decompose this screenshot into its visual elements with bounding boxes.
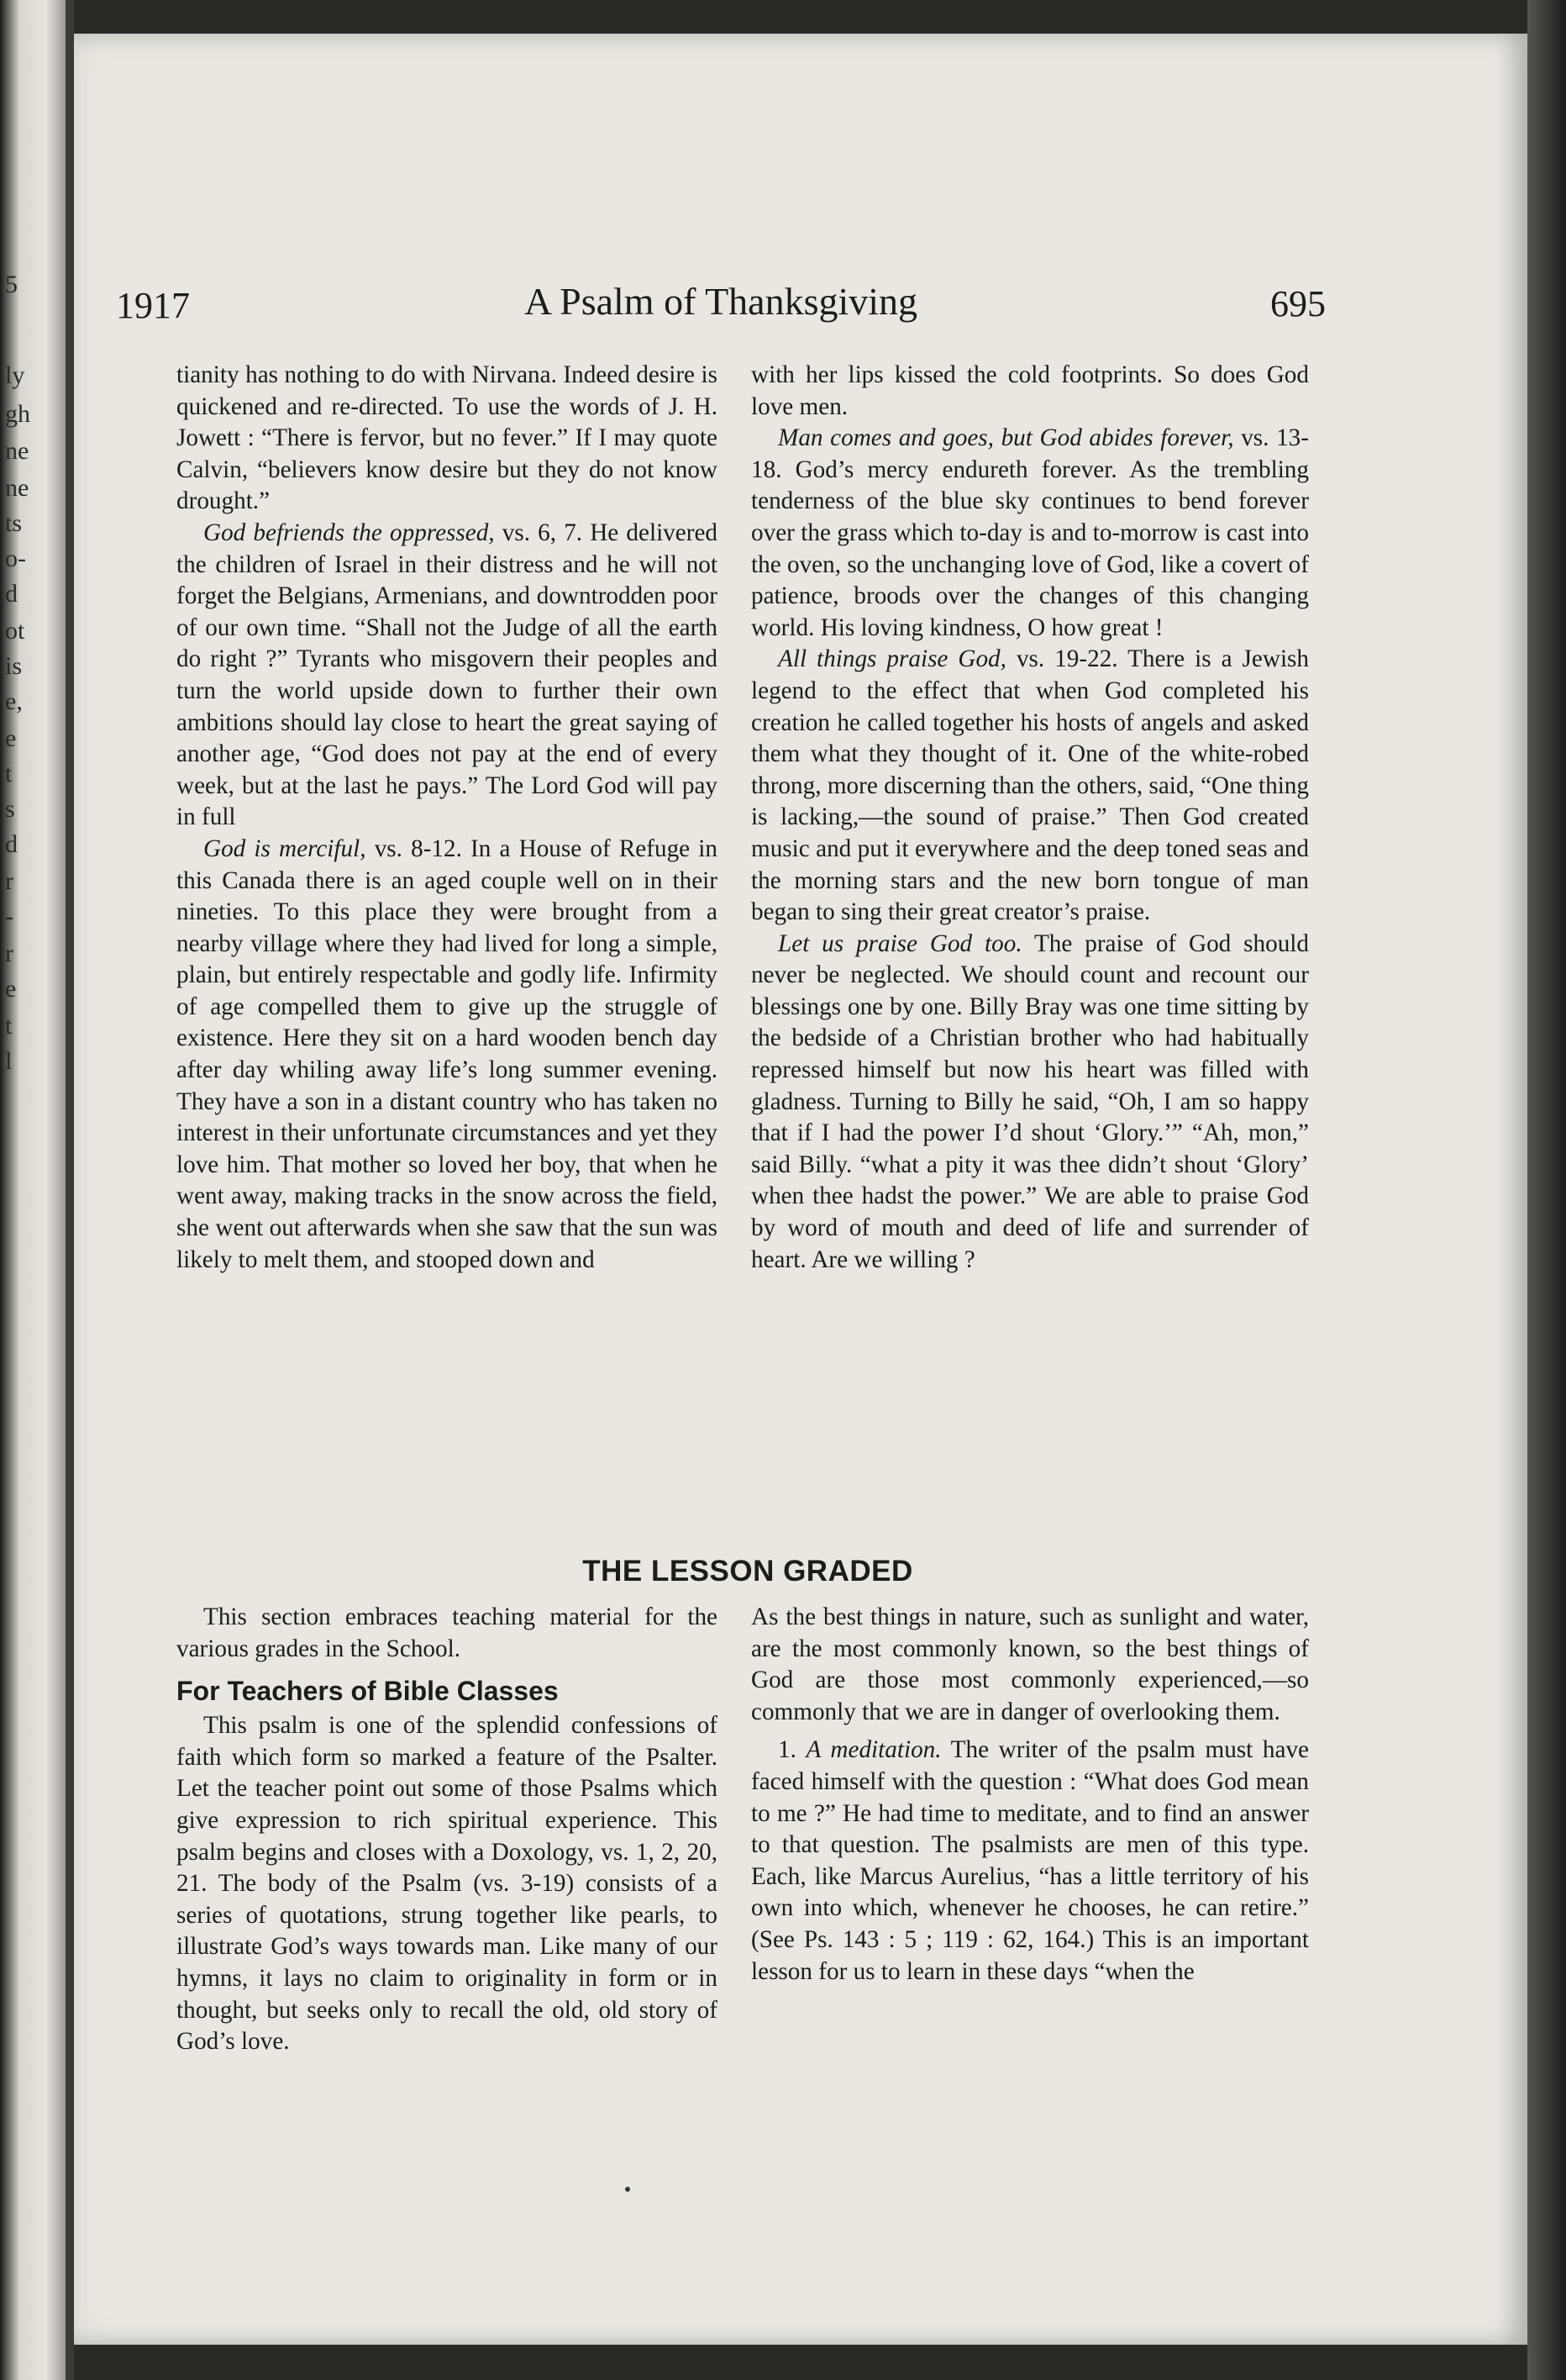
column-left-top [176, 360, 717, 1276]
paragraph-heading: Let us praise God too. [778, 929, 1022, 957]
item-number: 1. [778, 1736, 807, 1764]
paragraph [751, 929, 1309, 1277]
margin-fragment: r [5, 940, 13, 967]
column-right-bottom [751, 1602, 1309, 1988]
margin-fragment: r [5, 867, 13, 895]
paragraph [751, 423, 1309, 644]
margin-fragment: - [5, 903, 13, 930]
margin-fragment: t [5, 760, 13, 787]
margin-fragment: d [5, 830, 18, 858]
paragraph [176, 518, 717, 834]
margin-fragment: ne [5, 437, 29, 465]
column-right-top [751, 360, 1309, 1276]
margin-fragment: ot [5, 617, 25, 645]
paragraph: with her lips kissed the cold footprints. So does God love men. [751, 361, 1309, 420]
margin-fragment: gh [5, 400, 30, 428]
margin-fragment: is [5, 652, 23, 680]
adjacent-page-edge [0, 0, 66, 2380]
paragraph-body: The praise of God should never be neglected. We should count and recount our blessings one by one. Billy Bray was one time sitting by the bedside of a Christian brother who had habitually repressed himself but now his heart was filled with gladness. Turning to Billy he said, “Oh, I am so happy that if I had the power I’d shout ‘Glory.’” “Ah, mon,” said Billy. “what a pity it was thee didn’t shout ‘Glory’ when thee hadst the power.” We are able to praise God by word of mouth and deed of life and surrender of heart. Are we willing ? [751, 929, 1310, 1273]
margin-fragment: ly [5, 361, 25, 389]
paragraph-heading: All things praise God, [778, 645, 1006, 673]
paragraph-body: vs. 8-12. In a House of Refuge in this Canada there is an aged couple well on in their nineties. To this place they were brought from a nearby village where they had lived for long a simple, plain, but entirely respectable and godly life. Infirmity of age compelled them to give up the struggle of existence. Here they sit on a hard wooden bench day after day whiling away life’s long summer evening. They have a son in a distant country who has taken no interest in their unfortunate circumstances and yet they love him. That mother so loved her boy, that when he went away, making tracks in the snow across the field, she went out afterwards when she saw that the sun was likely to melt them, and stooped down and [176, 835, 717, 1273]
header-year: 1917 [116, 285, 190, 326]
margin-fragment: o- [5, 545, 26, 572]
paragraph-heading: A meditation. [806, 1736, 942, 1764]
paragraph: This psalm is one of the splendid confessions of faith which form so marked a feature of the Psalter. Let the teacher point out some of those Psalms which give expression to rich spiritual experience. This psalm begins and closes with a Doxology, vs. 1, 2, 20, 21. The body of the Psalm (vs. 3-19) consists of a series of quotations, strung together like pearls, to illustrate God’s ways towards man. Like many of our hymns, it lays no claim to originality in form or in thought, but seeks only to recall the old, old story of God’s love. [176, 1712, 717, 2056]
paragraph-heading: God befriends the oppressed, [203, 519, 495, 546]
margin-fragment: ts [5, 509, 23, 537]
column-left-bottom [176, 1602, 717, 2058]
paragraph-body: The writer of the psalm must have faced himself with the question : “What does God mean to me ?” He had time to meditate, and to find an answer to that question. The psalmists are men of this type. Each, like Marcus Aurelius, “has a little territory of his own into which, whenever he chooses, he can retire.” (See Ps. 143 : 5 ; 119 : 62, 164.) This is an important lesson for us to learn in these days “when the [751, 1736, 1309, 1985]
section-intro: This section embraces teaching material for the various grades in the School. [176, 1603, 717, 1662]
margin-fragment: ne [5, 474, 29, 502]
subsection-heading: For Teachers of Bible Classes [176, 1676, 559, 1707]
paragraph-body: vs. 19-22. There is a Jewish legend to the effect that when God completed his creation he called together his hosts of angels and asked them what they thought of it. One of the white-robed throng, more discerning than the others, said, “One thing is lacking,—the sound of praise.” Then God created music and put it everywhere and the deep toned seas and the morning stars and the new born tongue of man began to sing their great creator’s praise. [751, 645, 1310, 926]
paragraph-body: vs. 13-18. God’s mercy endureth forever. As the trembling tenderness of the blue sky continues to bend forever over the grass which to-day is and to-morrow is cast into the oven, so the unchanging love of God, like a covert of patience, broods over the changes of this changing world. His loving kindness, O how great ! [751, 424, 1309, 641]
header-title: A Psalm of Thanksgiving [523, 280, 918, 323]
ink-speck [625, 2187, 630, 2192]
margin-fragment: t [5, 1012, 13, 1040]
margin-fragment: d [5, 580, 18, 608]
section-heading: THE LESSON GRADED [582, 1555, 913, 1588]
paragraph-heading: God is merciful, [203, 835, 366, 862]
margin-fragment: s [5, 795, 15, 823]
margin-fragment: e [5, 724, 17, 752]
book-gutter [66, 0, 74, 2380]
paragraph [176, 834, 717, 1276]
paragraph-body: vs. 6, 7. He delivered the children of Israel in their distress and he will not forget the Belgians, Armenians, and downtrodden poor of our own time. “Shall not the Judge of all the earth do right ?” Tyrants who misgovern their peoples and turn the world upside down to further their own ambitions should lay close to heart the great saying of another age, “God does not pay at the end of every week, but at the last he pays.” The Lord God will pay in full [176, 519, 718, 831]
book-edge [1527, 0, 1566, 2380]
margin-fragment: l [5, 1047, 13, 1075]
running-header [116, 279, 1326, 329]
paragraph: As the best things in nature, such as sunlight and water, are the most commonly known, so the best things of God are those most commonly experienced,—so commonly that we are in danger of overlooking them. [751, 1603, 1309, 1725]
margin-fragment: 5 [5, 271, 18, 298]
paragraph: tianity has nothing to do with Nirvana. Indeed desire is quickened and re-directed. To use the words of J. H. Jowett : “There is fervor, but no fever.” If I may quote Calvin, “believers know desire but they do not know drought.” [176, 361, 717, 515]
margin-fragment: e [5, 975, 17, 1003]
paragraph-heading: Man comes and goes, but God abides forever, [778, 424, 1234, 452]
paragraph [751, 1735, 1309, 1988]
margin-fragment: e, [5, 687, 23, 715]
page-number: 695 [1270, 283, 1326, 324]
paragraph [751, 644, 1309, 928]
